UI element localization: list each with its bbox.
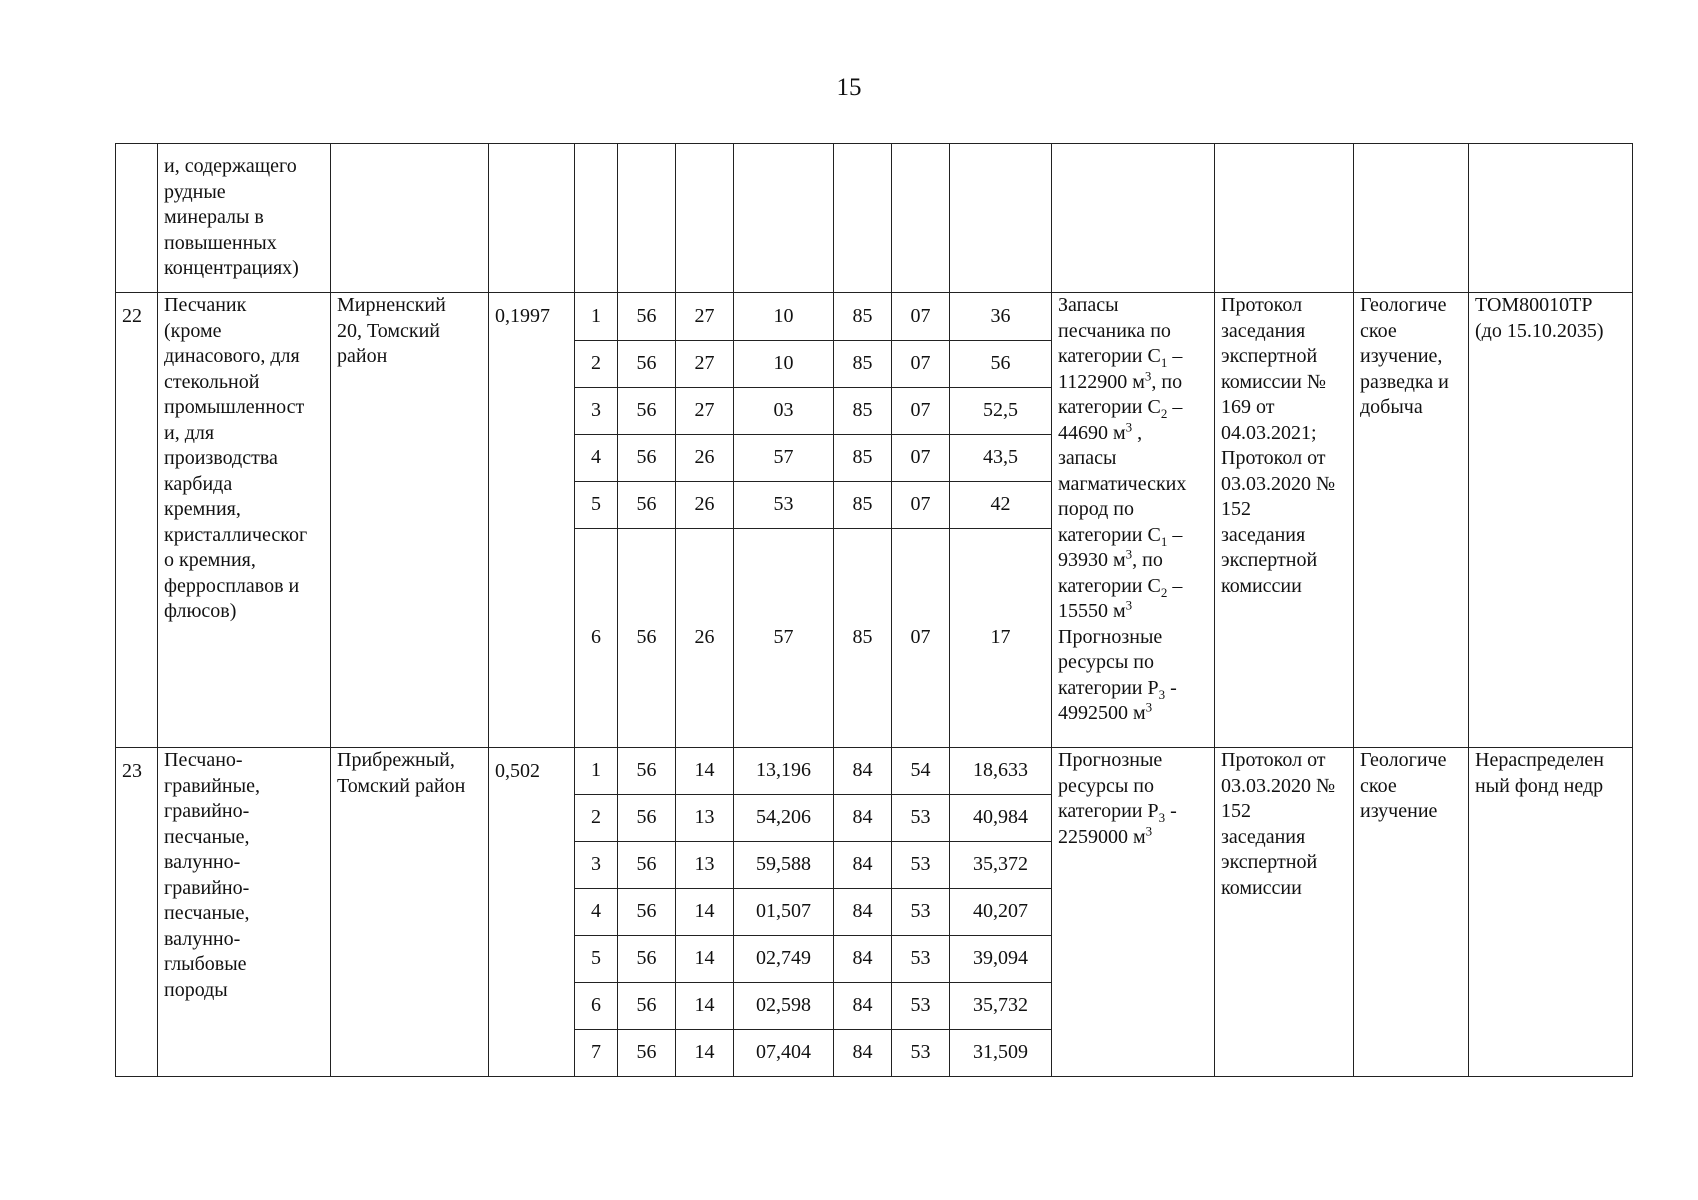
cell-location bbox=[331, 293, 489, 748]
superscript: 3 bbox=[1145, 822, 1153, 838]
text-line: запасы bbox=[1058, 447, 1117, 469]
cell-lon-min: 07 bbox=[892, 388, 950, 435]
empty-cell bbox=[950, 144, 1052, 293]
cell-lat-sec: 10 bbox=[734, 341, 834, 388]
text-line bbox=[1058, 822, 1208, 851]
cell-lon-min: 53 bbox=[892, 983, 950, 1030]
cell-lat-deg: 56 bbox=[618, 748, 676, 795]
text-line: Протокол от bbox=[1221, 749, 1326, 771]
cell-lon-min: 53 bbox=[892, 1030, 950, 1077]
text-line: заседания bbox=[1221, 523, 1306, 546]
cell-lat-deg: 56 bbox=[618, 842, 676, 889]
text-span: , по bbox=[1132, 549, 1163, 571]
cell-lon-sec: 56 bbox=[950, 341, 1052, 388]
text-line: валунно- bbox=[164, 851, 241, 873]
text-line: Томский район bbox=[337, 774, 466, 797]
text-line: и, для bbox=[164, 421, 215, 444]
cell-lon-min: 53 bbox=[892, 795, 950, 842]
text-line: рудные bbox=[164, 180, 226, 203]
text-span: , по bbox=[1151, 370, 1183, 393]
text-line: валунно- bbox=[164, 927, 241, 950]
cell-point-no: 4 bbox=[575, 889, 618, 936]
text-line: изучение bbox=[1360, 800, 1438, 822]
cell-lat-deg: 56 bbox=[618, 889, 676, 936]
text-line: Прогнозные bbox=[1058, 749, 1163, 771]
cell-lat-min: 14 bbox=[676, 1030, 734, 1077]
text-line: добыча bbox=[1360, 396, 1423, 418]
text-line: магматических bbox=[1058, 472, 1187, 495]
cell-purpose bbox=[1354, 748, 1469, 1077]
cell-lon-min: 07 bbox=[892, 435, 950, 482]
cell-lat-min: 27 bbox=[676, 293, 734, 341]
text-line: Протокол от bbox=[1221, 447, 1326, 469]
subscript: 1 bbox=[1160, 533, 1168, 549]
cell-lat-min: 14 bbox=[676, 889, 734, 936]
text-line: Геологиче bbox=[1360, 294, 1447, 316]
cell-lon-min: 53 bbox=[892, 889, 950, 936]
cell-lat-deg: 56 bbox=[618, 293, 676, 341]
cell-lat-deg: 56 bbox=[618, 1030, 676, 1077]
text-line: (кроме bbox=[164, 319, 222, 342]
empty-cell bbox=[618, 144, 676, 293]
text-line: карбида bbox=[164, 472, 233, 495]
empty-cell bbox=[575, 144, 618, 293]
cell-lon-min: 07 bbox=[892, 482, 950, 529]
cell-license bbox=[1469, 748, 1633, 1077]
text-line: о кремния, bbox=[164, 549, 256, 571]
text-span: категории С bbox=[1058, 523, 1161, 546]
text-span: 15550 м bbox=[1058, 600, 1126, 622]
text-span: – bbox=[1167, 345, 1183, 367]
cell-point-no: 4 bbox=[575, 435, 618, 482]
cell-lon-sec: 42 bbox=[950, 482, 1052, 529]
cell-point-no: 3 bbox=[575, 388, 618, 435]
cell-lat-sec: 02,598 bbox=[734, 983, 834, 1030]
cell-lat-deg: 56 bbox=[618, 341, 676, 388]
cell-lat-sec: 57 bbox=[734, 529, 834, 748]
text-line: Запасы bbox=[1058, 294, 1119, 316]
cell-lat-deg: 56 bbox=[618, 795, 676, 842]
cell-lat-deg: 56 bbox=[618, 529, 676, 748]
superscript: 3 bbox=[1145, 699, 1153, 715]
text-line: ный фонд недр bbox=[1475, 774, 1604, 797]
text-line: разведка и bbox=[1360, 370, 1449, 393]
text-line: песчаника по bbox=[1058, 319, 1171, 342]
text-line: Прибрежный, bbox=[337, 749, 455, 771]
subscript: 3 bbox=[1158, 810, 1166, 825]
empty-cell bbox=[676, 144, 734, 293]
text-span: - bbox=[1165, 676, 1177, 699]
cell-lon-deg: 84 bbox=[834, 936, 892, 983]
cell-location bbox=[331, 748, 489, 1077]
cell-lat-min: 13 bbox=[676, 795, 734, 842]
cell-lon-sec: 18,633 bbox=[950, 748, 1052, 795]
text-line: район bbox=[337, 345, 388, 367]
text-span: категории Р bbox=[1058, 676, 1159, 699]
cell-lon-min: 07 bbox=[892, 341, 950, 388]
superscript: 3 bbox=[1125, 546, 1133, 562]
cell-lat-min: 26 bbox=[676, 482, 734, 529]
empty-cell bbox=[1215, 144, 1354, 293]
empty-cell bbox=[1354, 144, 1469, 293]
cell-lat-deg: 56 bbox=[618, 435, 676, 482]
cell-lon-deg: 85 bbox=[834, 388, 892, 435]
cell-mineral-name bbox=[158, 293, 331, 748]
subscript: 1 bbox=[1160, 355, 1168, 370]
cell-lon-min: 53 bbox=[892, 936, 950, 983]
cell-lon-sec: 36 bbox=[950, 293, 1052, 341]
empty-cell bbox=[1052, 144, 1215, 293]
text-line: и, содержащего bbox=[164, 155, 297, 177]
text-line: заседания bbox=[1221, 825, 1306, 848]
cell-lat-sec: 01,507 bbox=[734, 889, 834, 936]
cell-lat-sec: 02,749 bbox=[734, 936, 834, 983]
cell-lon-sec: 52,5 bbox=[950, 388, 1052, 435]
cell-lat-deg: 56 bbox=[618, 983, 676, 1030]
text-span: категории С bbox=[1058, 396, 1161, 418]
cell-lon-sec: 39,094 bbox=[950, 936, 1052, 983]
text-line: Протокол bbox=[1221, 294, 1303, 316]
text-line: ТОМ80010ТР bbox=[1475, 294, 1593, 316]
cell-lon-deg: 85 bbox=[834, 341, 892, 388]
cell-lon-min: 53 bbox=[892, 842, 950, 889]
text-line: 169 от bbox=[1221, 396, 1275, 418]
cell-license bbox=[1469, 293, 1633, 748]
cell-lat-min: 13 bbox=[676, 842, 734, 889]
text-line: ресурсы по bbox=[1058, 651, 1155, 673]
site-row bbox=[116, 293, 1633, 341]
cell-lon-sec: 40,207 bbox=[950, 889, 1052, 936]
cell-point-no: 1 bbox=[575, 748, 618, 795]
text-line: концентрациях) bbox=[164, 257, 299, 279]
cell-lon-sec: 31,509 bbox=[950, 1030, 1052, 1077]
cell-lat-deg: 56 bbox=[618, 482, 676, 529]
text-span: – bbox=[1167, 574, 1183, 597]
text-line bbox=[1058, 418, 1208, 447]
cell-point-no: 5 bbox=[575, 482, 618, 529]
superscript: 3 bbox=[1125, 418, 1133, 434]
cell-lon-deg: 85 bbox=[834, 482, 892, 529]
continuation-row bbox=[116, 144, 1633, 293]
cell-point-no: 2 bbox=[575, 341, 618, 388]
cell-lon-sec: 40,984 bbox=[950, 795, 1052, 842]
text-line: 04.03.2021; bbox=[1221, 421, 1317, 444]
cell-point-no: 7 bbox=[575, 1030, 618, 1077]
text-line bbox=[1058, 701, 1208, 727]
text-span: категории Р bbox=[1058, 800, 1159, 822]
text-line: ферросплавов и bbox=[164, 574, 300, 597]
cell-lon-sec: 17 bbox=[950, 529, 1052, 748]
text-line: ское bbox=[1360, 774, 1397, 797]
text-line: динасового, для bbox=[164, 345, 300, 367]
cell-lon-deg: 84 bbox=[834, 748, 892, 795]
text-line: Песчано- bbox=[164, 749, 243, 771]
cell-lat-sec: 10 bbox=[734, 293, 834, 341]
cell-reserves bbox=[1052, 293, 1215, 748]
superscript: 3 bbox=[1125, 597, 1133, 613]
text-line: Мирненский bbox=[337, 294, 446, 316]
cell-lat-min: 27 bbox=[676, 341, 734, 388]
text-line: комиссии bbox=[1221, 876, 1302, 899]
cell-lat-min: 14 bbox=[676, 748, 734, 795]
empty-cell bbox=[1469, 144, 1633, 293]
text-line: кремния, bbox=[164, 498, 241, 520]
cell-point-no: 6 bbox=[575, 529, 618, 748]
cell-point-no: 5 bbox=[575, 936, 618, 983]
cell-lon-deg: 84 bbox=[834, 1030, 892, 1077]
cell-lon-min: 54 bbox=[892, 748, 950, 795]
empty-cell bbox=[489, 144, 575, 293]
cell-purpose bbox=[1354, 293, 1469, 748]
cell-lon-deg: 84 bbox=[834, 889, 892, 936]
text-line: повышенных bbox=[164, 231, 277, 254]
text-line: породы bbox=[164, 978, 228, 1001]
subscript: 2 bbox=[1160, 584, 1168, 600]
cell-no bbox=[116, 144, 158, 293]
text-line: ресурсы по bbox=[1058, 774, 1155, 797]
text-line: экспертной bbox=[1221, 345, 1318, 367]
cell-area: 0,1997 bbox=[489, 293, 575, 748]
text-line: стекольной bbox=[164, 370, 260, 393]
empty-cell bbox=[892, 144, 950, 293]
text-line: ское bbox=[1360, 319, 1397, 342]
text-line: кристаллическог bbox=[164, 523, 308, 546]
site-row bbox=[116, 748, 1633, 795]
page-number: 15 bbox=[836, 74, 862, 101]
cell-lat-sec: 54,206 bbox=[734, 795, 834, 842]
cell-lon-min: 07 bbox=[892, 529, 950, 748]
text-line: промышленност bbox=[164, 396, 305, 418]
text-line: комиссии № bbox=[1221, 370, 1326, 393]
cell-lat-sec: 57 bbox=[734, 435, 834, 482]
text-line bbox=[1058, 395, 1208, 421]
text-line: 20, Томский bbox=[337, 319, 440, 342]
text-line: заседания bbox=[1221, 319, 1306, 342]
cell-lat-min: 26 bbox=[676, 529, 734, 748]
text-line bbox=[1058, 574, 1208, 600]
cell-protocol bbox=[1215, 748, 1354, 1077]
cell-point-no: 3 bbox=[575, 842, 618, 889]
cell-lat-sec: 07,404 bbox=[734, 1030, 834, 1077]
cell-mineral-name bbox=[158, 748, 331, 1077]
text-span: 4992500 м bbox=[1058, 702, 1146, 724]
text-span: 44690 м bbox=[1058, 421, 1126, 444]
text-line bbox=[1058, 344, 1208, 370]
text-span: – bbox=[1167, 523, 1183, 546]
text-span: категории С bbox=[1058, 574, 1161, 597]
text-line bbox=[1058, 367, 1208, 396]
cell-lon-deg: 84 bbox=[834, 795, 892, 842]
text-line: гравийно- bbox=[164, 800, 250, 822]
cell-lat-min: 26 bbox=[676, 435, 734, 482]
cell-reserves bbox=[1052, 748, 1215, 1077]
text-line: минералы в bbox=[164, 206, 264, 228]
text-line: песчаные, bbox=[164, 825, 250, 848]
text-line: Нераспределен bbox=[1475, 749, 1605, 771]
superscript: 3 bbox=[1144, 367, 1152, 383]
text-span: 93930 м bbox=[1058, 549, 1126, 571]
text-line: гравийно- bbox=[164, 876, 250, 899]
cell-lat-deg: 56 bbox=[618, 936, 676, 983]
text-line: 152 bbox=[1221, 800, 1251, 822]
cell-lat-min: 14 bbox=[676, 936, 734, 983]
cell-lon-sec: 43,5 bbox=[950, 435, 1052, 482]
subscript: 2 bbox=[1160, 406, 1168, 421]
text-line: гравийные, bbox=[164, 774, 260, 797]
text-line: экспертной bbox=[1221, 851, 1318, 873]
cell-protocol bbox=[1215, 293, 1354, 748]
text-line: 03.03.2020 № bbox=[1221, 774, 1336, 797]
empty-cell bbox=[331, 144, 489, 293]
cell-no: 23 bbox=[116, 748, 158, 1077]
cell-point-no: 1 bbox=[575, 293, 618, 341]
cell-lat-sec: 59,588 bbox=[734, 842, 834, 889]
cell-lon-deg: 85 bbox=[834, 293, 892, 341]
text-line bbox=[1058, 799, 1208, 825]
text-span: категории С bbox=[1058, 345, 1161, 367]
text-line: пород по bbox=[1058, 498, 1135, 520]
text-line: Прогнозные bbox=[1058, 625, 1163, 648]
text-line: комиссии bbox=[1221, 574, 1302, 597]
text-span: 1122900 м bbox=[1058, 370, 1145, 393]
subscript: 3 bbox=[1158, 686, 1166, 702]
cell-lon-deg: 84 bbox=[834, 983, 892, 1030]
cell-lat-sec: 03 bbox=[734, 388, 834, 435]
cell-lat-sec: 53 bbox=[734, 482, 834, 529]
text-span: – bbox=[1167, 396, 1183, 418]
text-line: производства bbox=[164, 447, 278, 469]
text-line: 152 bbox=[1221, 498, 1251, 520]
text-line: Песчаник bbox=[164, 294, 247, 316]
cell-lon-deg: 84 bbox=[834, 842, 892, 889]
cell-lon-deg: 85 bbox=[834, 435, 892, 482]
text-line bbox=[1058, 676, 1208, 702]
cell-lat-min: 14 bbox=[676, 983, 734, 1030]
cell-point-no: 6 bbox=[575, 983, 618, 1030]
cell-mineral-name bbox=[158, 144, 331, 293]
cell-lon-min: 07 bbox=[892, 293, 950, 341]
empty-cell bbox=[834, 144, 892, 293]
text-line: изучение, bbox=[1360, 345, 1443, 367]
cell-lat-deg: 56 bbox=[618, 388, 676, 435]
text-line: глыбовые bbox=[164, 953, 247, 975]
text-line bbox=[1058, 548, 1208, 574]
cell-lon-sec: 35,372 bbox=[950, 842, 1052, 889]
text-span: 2259000 м bbox=[1058, 825, 1146, 848]
empty-cell bbox=[734, 144, 834, 293]
text-line bbox=[1058, 599, 1208, 625]
text-span: , bbox=[1132, 421, 1143, 444]
cell-lon-deg: 85 bbox=[834, 529, 892, 748]
text-line: Геологиче bbox=[1360, 749, 1447, 771]
text-line: экспертной bbox=[1221, 549, 1318, 571]
cell-area: 0,502 bbox=[489, 748, 575, 1077]
table-body bbox=[116, 144, 1633, 1077]
text-line: песчаные, bbox=[164, 902, 250, 924]
text-line bbox=[1058, 523, 1208, 549]
text-line: (до 15.10.2035) bbox=[1475, 319, 1604, 342]
subsoil-sites-table bbox=[115, 143, 1633, 1077]
cell-lon-sec: 35,732 bbox=[950, 983, 1052, 1030]
cell-lat-min: 27 bbox=[676, 388, 734, 435]
cell-no: 22 bbox=[116, 293, 158, 748]
cell-lat-sec: 13,196 bbox=[734, 748, 834, 795]
text-line: флюсов) bbox=[164, 600, 237, 622]
text-line: 03.03.2020 № bbox=[1221, 472, 1336, 495]
cell-point-no: 2 bbox=[575, 795, 618, 842]
text-span: - bbox=[1165, 800, 1177, 822]
